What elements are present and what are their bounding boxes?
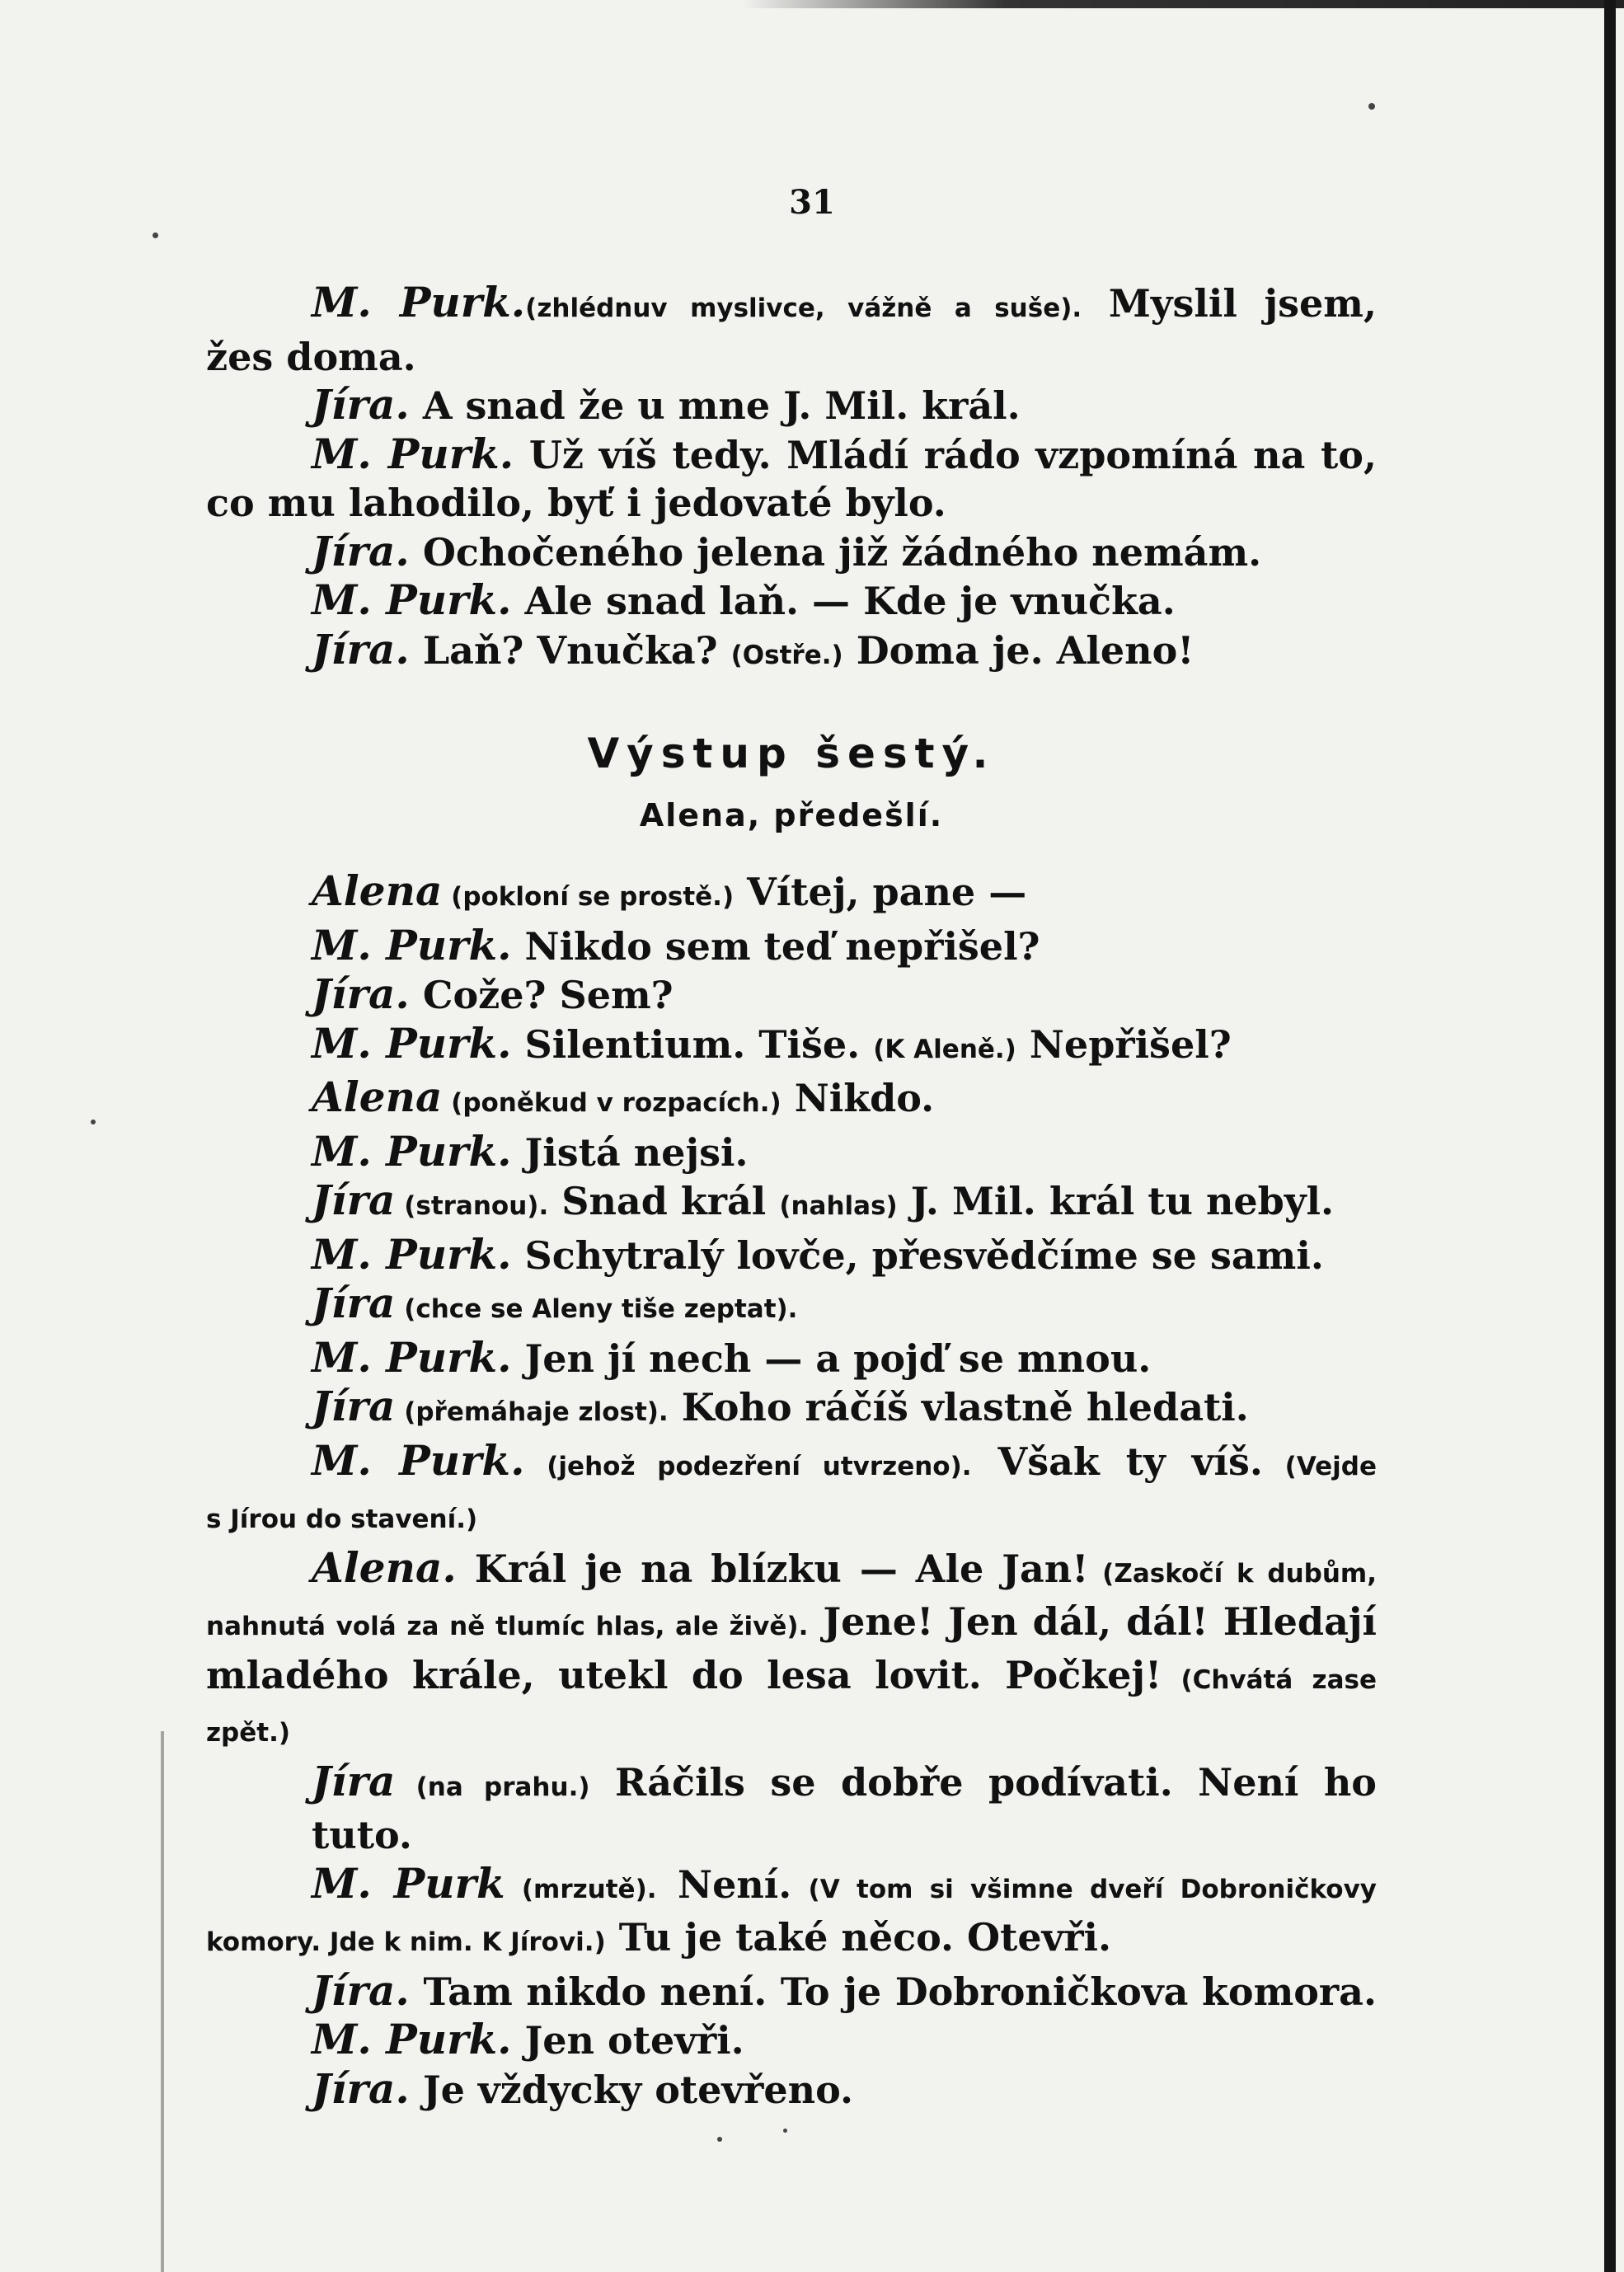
speaker-name: Jíra. <box>312 969 410 1018</box>
scan-edge-right <box>1604 0 1616 2272</box>
dialogue-line <box>206 528 1377 577</box>
speech-text: Ale snad laň. — Kde je vnučka. <box>511 579 1176 623</box>
dialogue-line <box>206 1279 1377 1334</box>
stage-direction: (K Aleně.) <box>873 1034 1016 1064</box>
dialogue-line <box>206 430 1377 480</box>
stage-direction: (Chvátá zase zpět.) <box>206 1664 1377 1748</box>
speaker-name: Jíra. <box>312 526 410 575</box>
dialogue-line <box>206 1020 1377 1074</box>
speech-text: Koho ráčíš vlastně hledati. <box>668 1385 1249 1429</box>
scene-heading: Výstup šestý. <box>587 730 996 777</box>
speech-text: A snad že u mne J. Mil. král. <box>409 383 1021 428</box>
speaker-name: M. Purk <box>312 1858 505 1908</box>
speech-text: Jene! Jen dál, dál! Hledají <box>808 1599 1378 1644</box>
dialogue-line <box>206 1651 1377 1758</box>
dialogue-line <box>206 1176 1377 1231</box>
stage-direction: nahnutá volá za ně tlumíc hlas, ale živě). <box>206 1612 809 1641</box>
speaker-name: M. Purk. <box>312 429 514 478</box>
stage-direction: s Jírou do stavení.) <box>206 1504 478 1534</box>
speaker-name: M. Purk. <box>312 1435 525 1485</box>
speaker-name: Jíra. <box>312 624 410 674</box>
speaker-name: M. Purk. <box>312 1018 512 1068</box>
speech-text: Schytralý lovče, přesvědčíme se sami. <box>511 1232 1324 1278</box>
speech-text: Tu je také něco. Otevři. <box>605 1915 1112 1960</box>
speech-text: Jistá nejsi. <box>511 1129 749 1175</box>
stage-direction: (mrzutě). <box>505 1874 657 1904</box>
dialogue-line <box>206 2016 1377 2065</box>
speech-text: Není. <box>656 1861 792 1907</box>
speech-text: J. Mil. král tu nebyl. <box>897 1179 1335 1223</box>
dialogue-line <box>206 381 1377 430</box>
dialogue-line <box>206 1544 1377 1598</box>
play-text <box>206 279 1377 2114</box>
speech-text: Jen jí nech — a pojď se mnou. <box>511 1336 1152 1381</box>
speaker-name: Jíra. <box>312 2063 410 2113</box>
dialogue-line <box>206 1758 1377 1860</box>
speech-text: Laň? Vnučka? <box>409 627 731 673</box>
dialogue-line <box>206 1598 1377 1651</box>
dialogue-line <box>206 1437 1377 1491</box>
speaker-name: Jíra. <box>312 1965 410 2015</box>
dialogue-line <box>206 1490 1377 1544</box>
speck <box>1368 103 1375 110</box>
speck <box>153 232 158 238</box>
dialogue-line <box>206 576 1377 626</box>
dialogue-line <box>206 867 1377 922</box>
speech-text: Král je na blízku — Ale Jan! <box>456 1546 1089 1591</box>
scan-mark-left <box>161 1731 164 2272</box>
speaker-name: M. Purk. <box>312 278 526 326</box>
speech-text: Cože? Sem? <box>409 973 674 1017</box>
speaker-name: Alena <box>312 866 443 915</box>
speech-text: Nepřišel? <box>1016 1021 1232 1067</box>
speech-text: Ráčils se dobře podívati. Není ho tuto. <box>312 1759 1377 1857</box>
speech-text: mladého krále, utekl do lesa lovit. Počkej! <box>206 1652 1162 1697</box>
dialogue-line <box>206 970 1377 1020</box>
speaker-name: M. Purk. <box>312 1126 512 1176</box>
dialogue-line <box>206 1382 1377 1437</box>
speaker-name: Jíra <box>312 1176 396 1224</box>
stage-direction: (zhlédnuv myslivce, vážně a suše). <box>525 293 1082 323</box>
dialogue-line <box>206 626 1377 680</box>
stage-direction: (stranou). <box>395 1191 549 1221</box>
stage-direction: (Ostře.) <box>730 640 843 670</box>
scan-edge-top <box>742 0 1624 8</box>
speech-text: Snad král <box>548 1179 780 1223</box>
stage-direction: komory. Jde k nim. K Jírovi.) <box>206 1927 606 1957</box>
speech-text: Tam nikdo není. To je Dobroničkova komora. <box>409 1969 1377 2014</box>
page-number: 31 <box>789 183 835 222</box>
stage-direction: (nahlas) <box>779 1191 898 1221</box>
speech-text: Nikdo sem teď nepřišel? <box>511 923 1040 969</box>
speaker-name: Jíra <box>312 1756 396 1805</box>
speck <box>717 2137 722 2142</box>
speech-text: Je vždycky otevřeno. <box>409 2067 853 2112</box>
speaker-name: Alena <box>312 1073 443 1121</box>
dialogue-line <box>206 922 1377 971</box>
speech-text: Už víš tedy. Mládí rádo vzpomíná na to, <box>514 432 1377 477</box>
stage-direction: (chce se Aleny tiše zeptat). <box>395 1294 798 1324</box>
dialogue-line <box>206 1334 1377 1383</box>
stage-direction: (poněkud v rozpacích.) <box>442 1088 781 1118</box>
speech-text: co mu lahodilo, byť i jedovaté bylo. <box>206 481 946 525</box>
stage-direction: (Zaskočí k dubům, <box>1088 1558 1377 1589</box>
speech-text: žes doma. <box>206 334 416 379</box>
speaker-name: M. Purk. <box>312 1332 512 1382</box>
dialogue-line <box>206 1860 1377 1914</box>
speaker-name: M. Purk. <box>312 920 512 969</box>
dialogue-line <box>206 2065 1377 2115</box>
speech-text: Však ty víš. <box>971 1439 1263 1484</box>
dialogue-block-1 <box>206 279 1377 679</box>
speech-text: Jen otevři. <box>511 2018 744 2063</box>
dialogue-line <box>206 1967 1377 2016</box>
dialogue-line <box>206 1073 1377 1128</box>
speck <box>783 2129 787 2133</box>
speech-text: Vítej, pane — <box>734 870 1027 914</box>
dialogue-block-2 <box>206 867 1377 2114</box>
speaker-name: M. Purk. <box>312 2015 512 2063</box>
scene-characters: Alena, předešlí. <box>639 797 944 833</box>
speech-text: Myslil jsem, <box>1082 281 1377 326</box>
speaker-name: Alena. <box>312 1542 457 1592</box>
stage-direction: (na prahu.) <box>395 1772 590 1802</box>
speech-text: Doma je. Aleno! <box>843 627 1195 673</box>
speck <box>91 1120 96 1124</box>
stage-direction: (pokloní se prostě.) <box>442 882 735 912</box>
speaker-name: Jíra <box>312 1382 396 1430</box>
dialogue-line <box>206 1128 1377 1177</box>
stage-direction: (přemáhaje zlost). <box>395 1397 669 1427</box>
dialogue-line <box>206 1913 1377 1967</box>
dialogue-line <box>206 279 1377 333</box>
speech-text: Ochočeného jelena již žádného nemám. <box>409 529 1262 575</box>
speech-text: Silentium. Tiše. <box>511 1021 874 1067</box>
stage-direction: (Vejde <box>1262 1451 1377 1481</box>
dialogue-line <box>206 333 1377 382</box>
stage-direction: (jehož podezření utvrzeno). <box>524 1451 972 1481</box>
speaker-name: Jíra <box>312 1279 396 1327</box>
speaker-name: Jíra. <box>312 380 410 429</box>
dialogue-line <box>206 1231 1377 1280</box>
dialogue-line <box>206 479 1377 528</box>
stage-direction: (V tom si všimne dveří Dobroničkovy <box>791 1874 1377 1904</box>
speech-text: Nikdo. <box>781 1076 935 1120</box>
speaker-name: M. Purk. <box>312 1229 512 1279</box>
speaker-name: M. Purk. <box>312 575 512 624</box>
